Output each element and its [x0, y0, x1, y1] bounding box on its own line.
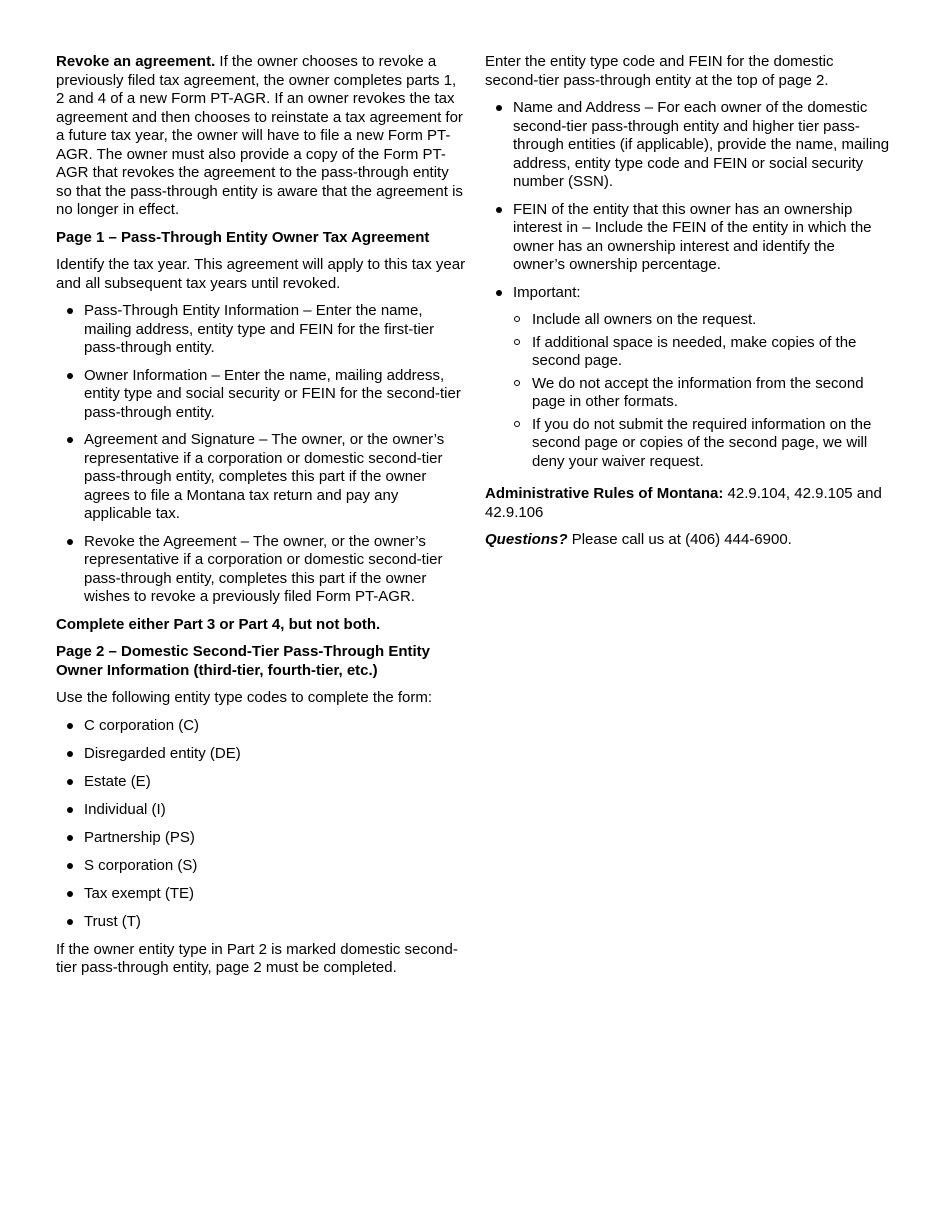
list-item	[485, 99, 890, 192]
list-item-text: Pass-Through Entity Information – Enter the name, mailing address, entity type and FEIN for the first-tier pass-through entity.	[84, 302, 435, 356]
list-item-text: Tax exempt (TE)	[84, 884, 195, 902]
list-item	[56, 829, 466, 848]
list-item	[56, 913, 466, 932]
list-item-text: Revoke the Agreement – The owner, or the owner’s representative if a corporation or domestic second-tier pass-through entity, completes this part if the owner wishes to revoke a previously filed Form PT-AGR.	[84, 532, 443, 605]
rules-label: Administrative Rules of Montana:	[485, 485, 724, 502]
bullet-icon	[67, 919, 73, 925]
list-item-text: Estate (E)	[84, 772, 151, 790]
page2-heading: Page 2 – Domestic Second-Tier Pass-Through Entity Owner Information (third-tier, fourth-tier, etc.)	[56, 643, 430, 679]
list-item	[56, 801, 466, 820]
list-item	[56, 885, 466, 904]
complete-note: Complete either Part 3 or Part 4, but not both.	[56, 615, 381, 633]
list-item-important	[485, 284, 890, 472]
sub-list-item	[513, 334, 890, 371]
list-item-text: Agreement and Signature – The owner, or the owner’s representative if a corporation or domestic second-tier pass-through entity, completes this part if the owner agrees to file a Montana tax return and pay any applicable tax.	[84, 431, 445, 522]
list-item-text: FEIN of the entity that this owner has an ownership interest in – Include the FEIN of the entity in which the owner has an ownership interest and identify the owner’s ownership percentage.	[513, 200, 872, 273]
list-item	[56, 367, 466, 423]
hollow-bullet-icon	[514, 316, 520, 322]
closing-paragraph: If the owner entity type in Part 2 is marked domestic second-tier pass-through entity, page 2 must be completed.	[56, 940, 458, 976]
left-column	[56, 53, 466, 987]
bullet-icon	[496, 105, 502, 111]
hollow-bullet-icon	[514, 339, 520, 345]
list-item	[56, 533, 466, 607]
rules-text: 42.9.104, 42.9.105 and 42.9.106	[485, 485, 882, 521]
list-item-text: C corporation (C)	[84, 716, 200, 734]
bullet-icon	[67, 863, 73, 869]
page1-intro: Identify the tax year. This agreement will apply to this tax year and all subsequent tax years until revoked.	[56, 256, 466, 292]
revoke-body: If the owner chooses to revoke a previously filed tax agreement, the owner completes parts 1, 2 and 4 of a new Form PT-AGR. If an owner revokes the tax agreement and then chooses to reinstate a tax agreement for a future tax year, the owner will have to file a new Form PT-AGR. The owner must also provide a copy of the Form PT-AGR that revokes the agreement to the pass-through entity so that the pass-through entity is aware that the agreement is no longer in effect.	[56, 53, 463, 218]
bullet-icon	[67, 308, 73, 314]
bullet-icon	[67, 373, 73, 379]
bullet-icon	[496, 290, 502, 296]
hollow-bullet-icon	[514, 421, 520, 427]
list-item-text: S corporation (S)	[84, 856, 198, 874]
list-item	[56, 717, 466, 736]
list-item-text: Trust (T)	[84, 912, 141, 930]
sub-list-item-text: If you do not submit the required information on the second page or copies of the second page, we will deny your waiver request.	[532, 415, 872, 470]
bullet-icon	[67, 751, 73, 757]
list-item	[56, 857, 466, 876]
revoke-lead: Revoke an agreement.	[56, 53, 216, 70]
page1-heading: Page 1 – Pass-Through Entity Owner Tax Agreement	[56, 228, 430, 246]
bullet-icon	[67, 891, 73, 897]
right-intro: Enter the entity type code and FEIN for the domestic second-tier pass-through entity at the top of page 2.	[485, 53, 834, 89]
sub-list-item-text: We do not accept the information from the second page in other formats.	[532, 374, 864, 410]
list-item-text: Individual (I)	[84, 800, 166, 818]
sub-list-item	[513, 416, 890, 472]
bullet-icon	[67, 835, 73, 841]
list-item-text: Owner Information – Enter the name, mailing address, entity type and social security or FEIN for the second-tier pass-through entity.	[84, 366, 461, 421]
sub-list-item	[513, 311, 890, 330]
bullet-icon	[67, 779, 73, 785]
questions-paragraph	[485, 531, 890, 550]
list-item	[56, 431, 466, 524]
codes-intro: Use the following entity type codes to complete the form:	[56, 689, 433, 706]
page2-list	[485, 99, 890, 471]
bullet-icon	[67, 807, 73, 813]
list-item-text: Disregarded entity (DE)	[84, 744, 241, 762]
bullet-icon	[496, 207, 502, 213]
bullet-icon	[67, 723, 73, 729]
list-item	[56, 773, 466, 792]
right-column	[485, 53, 890, 559]
rules-paragraph	[485, 485, 890, 522]
list-item	[56, 302, 466, 358]
important-sublist	[513, 311, 890, 471]
questions-label: Questions?	[485, 531, 568, 548]
list-item-text: Name and Address – For each owner of the domestic second-tier pass-through entity and higher tier pass-through entities (if applicable), provide the name, mailing address, entity type code and FEIN or social security number (SSN).	[513, 99, 890, 190]
list-item	[485, 201, 890, 275]
list-item-text: Important:	[513, 283, 581, 301]
entity-codes-list	[56, 717, 466, 932]
list-item-text: Partnership (PS)	[84, 828, 195, 846]
sub-list-item	[513, 375, 890, 412]
questions-text: Please call us at (406) 444-6900.	[571, 531, 792, 548]
bullet-icon	[67, 539, 73, 545]
list-item	[56, 745, 466, 764]
revoke-paragraph	[56, 53, 466, 220]
page1-list	[56, 302, 466, 607]
sub-list-item-text: Include all owners on the request.	[532, 311, 757, 328]
hollow-bullet-icon	[514, 380, 520, 386]
bullet-icon	[67, 437, 73, 443]
sub-list-item-text: If additional space is needed, make copies of the second page.	[532, 333, 857, 369]
